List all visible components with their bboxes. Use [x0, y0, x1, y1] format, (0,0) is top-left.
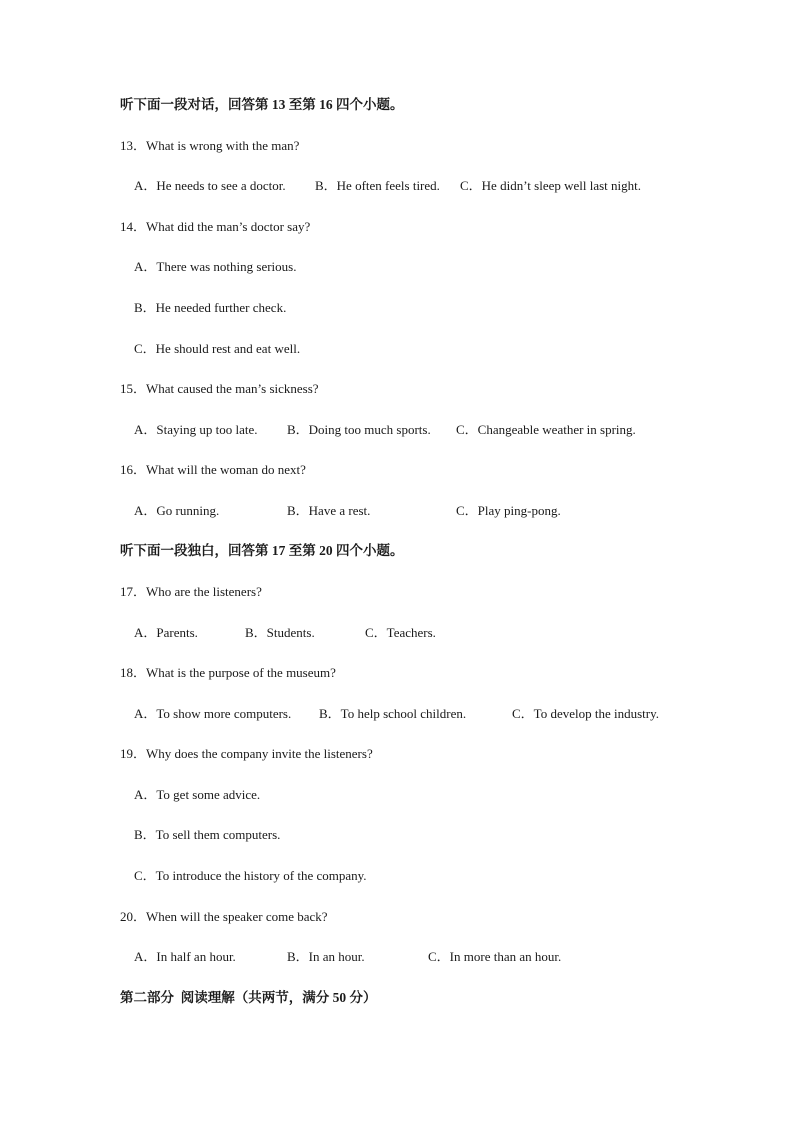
question-18-option-b: B．To help school children.: [319, 706, 467, 721]
question-19-stem: 19．Why does the company invite the listeners?: [120, 746, 373, 761]
question-16-option-a: A．Go running.: [134, 503, 220, 518]
question-18-option-a: A．To show more computers.: [134, 706, 292, 721]
question-13-option-c: C．He didn’t sleep well last night.: [460, 178, 642, 193]
section-heading-dialogue: 听下面一段对话，回答第 13 至第 16 四个小题。: [120, 97, 404, 112]
question-13-option-b: B．He often feels tired.: [315, 178, 440, 193]
question-14-option-b: B．He needed further check.: [134, 300, 287, 315]
question-18-stem: 18．What is the purpose of the museum?: [120, 665, 336, 680]
section-heading-part-two: 第二部分 阅读理解（共两节，满分 50 分）: [120, 990, 377, 1005]
question-18-option-c: C．To develop the industry.: [512, 706, 660, 721]
question-14-option-a: A．There was nothing serious.: [134, 259, 297, 274]
question-20-option-b: B．In an hour.: [287, 949, 365, 964]
question-17-option-c: C．Teachers.: [365, 625, 436, 640]
question-16-option-c: C．Play ping-pong.: [456, 503, 561, 518]
question-17-option-b: B．Students.: [245, 625, 315, 640]
question-15-option-b: B．Doing too much sports.: [287, 422, 431, 437]
question-17-option-a: A．Parents.: [134, 625, 198, 640]
question-13-stem: 13．What is wrong with the man?: [120, 138, 300, 153]
question-20-option-c: C．In more than an hour.: [428, 949, 562, 964]
question-20-stem: 20．When will the speaker come back?: [120, 909, 328, 924]
question-19-option-b: B．To sell them computers.: [134, 827, 281, 842]
question-15-option-a: A．Staying up too late.: [134, 422, 258, 437]
question-19-option-c: C．To introduce the history of the company.: [134, 868, 367, 883]
question-15-option-c: C．Changeable weather in spring.: [456, 422, 636, 437]
question-15-stem: 15．What caused the man’s sickness?: [120, 381, 319, 396]
question-14-stem: 14．What did the man’s doctor say?: [120, 219, 311, 234]
question-20-option-a: A．In half an hour.: [134, 949, 236, 964]
question-16-stem: 16．What will the woman do next?: [120, 462, 306, 477]
question-16-option-b: B．Have a rest.: [287, 503, 371, 518]
question-19-option-a: A．To get some advice.: [134, 787, 261, 802]
question-13-option-a: A．He needs to see a doctor.: [134, 178, 286, 193]
question-17-stem: 17．Who are the listeners?: [120, 584, 262, 599]
question-14-option-c: C．He should rest and eat well.: [134, 341, 301, 356]
section-heading-monologue: 听下面一段独白，回答第 17 至第 20 四个小题。: [120, 543, 404, 558]
